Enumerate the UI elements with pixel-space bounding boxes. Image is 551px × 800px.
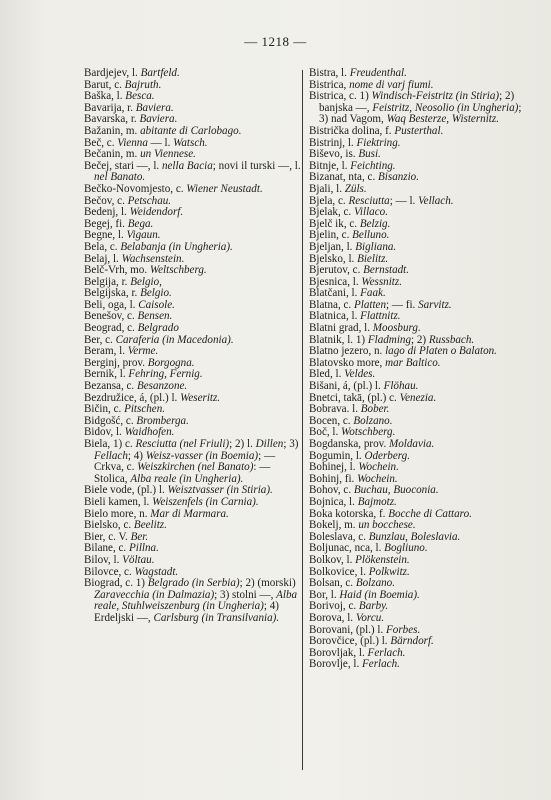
dictionary-entry bbox=[84, 161, 306, 184]
entry-headword: ; novi il turski —, l. bbox=[212, 159, 301, 172]
entry-translation: Moldavia. bbox=[389, 438, 435, 450]
entry-headword: Bedenj, l. bbox=[84, 206, 130, 219]
entry-translation: Belgio. bbox=[140, 287, 172, 300]
entry-translation: Dillen bbox=[255, 438, 284, 450]
entry-translation: lago di Platen o Balaton. bbox=[385, 345, 497, 358]
entry-translation: Weseritz. bbox=[180, 391, 221, 404]
dictionary-entry bbox=[309, 659, 531, 671]
entry-headword: ; 2) (morski) bbox=[239, 577, 296, 590]
entry-headword: Bogumin, l. bbox=[309, 449, 365, 462]
entry-translation: Wessnitz. bbox=[361, 275, 402, 288]
entry-headword: ; 4) bbox=[127, 449, 146, 462]
entry-headword: — l. bbox=[147, 136, 174, 149]
entry-translation: Bisanzio. bbox=[378, 171, 420, 184]
entry-translation: Pillna. bbox=[128, 542, 159, 555]
entry-translation: Russbach. bbox=[428, 333, 475, 346]
entry-translation: Plökenstein. bbox=[355, 553, 410, 566]
entry-headword: Bieli kamen, l. bbox=[84, 495, 153, 508]
entry-headword: Bogdanska, prov. bbox=[309, 438, 390, 450]
entry-translation: Besanzone. bbox=[136, 380, 188, 393]
entry-headword: Biševo, is. bbox=[309, 148, 359, 161]
entry-headword: Bažanin, m. bbox=[84, 124, 141, 137]
entry-translation: Moosburg. bbox=[372, 322, 421, 335]
entry-headword: Bilane, c. bbox=[84, 542, 129, 555]
entry-translation: Feistritz, Neosolio (in Ungheria) bbox=[372, 101, 519, 114]
entry-translation: Bega. bbox=[127, 217, 154, 230]
entry-headword: Boleslava, c. bbox=[309, 530, 369, 543]
entry-headword: Bjelin, c. bbox=[309, 229, 353, 242]
entry-translation: Feichting. bbox=[350, 159, 396, 172]
entry-translation: Bärndorf. bbox=[390, 635, 434, 648]
entry-translation: Caisole. bbox=[138, 298, 175, 311]
entry-headword: Bokelj, m. bbox=[309, 519, 359, 532]
entry-translation: Bielitz. bbox=[357, 252, 389, 265]
entry-headword: Borovčice, (pl.) l. bbox=[309, 635, 391, 648]
dictionary-entry bbox=[309, 91, 531, 126]
right-column bbox=[309, 68, 531, 671]
entry-translation: abitante di Carlobago. bbox=[140, 124, 242, 137]
entry-headword: Bavarija, r. bbox=[84, 101, 136, 114]
entry-headword: Bečanin, m. bbox=[84, 148, 141, 161]
entry-translation: Bolzano. bbox=[355, 577, 395, 590]
entry-translation: Fehring, Fernig. bbox=[128, 368, 203, 381]
entry-translation: Bajmotz. bbox=[357, 495, 397, 508]
entry-headword: Bilov, l. bbox=[84, 553, 123, 566]
entry-headword: Bielo more, n. bbox=[84, 507, 151, 520]
entry-headword: ; 3) stolni —, bbox=[214, 588, 277, 601]
entry-headword: Beč, c. bbox=[84, 136, 118, 149]
entry-translation: Vorcu. bbox=[355, 611, 385, 624]
entry-headword: Belaj, l. bbox=[84, 252, 122, 265]
entry-headword: Bardjejev, l. bbox=[84, 67, 141, 79]
entry-translation: Wiener Neustadt. bbox=[186, 182, 263, 195]
entry-headword: Bolkov, l. bbox=[309, 553, 356, 566]
entry-headword: Bečov, c. bbox=[84, 194, 128, 207]
entry-translation: Buchau, Buoconia. bbox=[353, 484, 439, 497]
entry-translation: Bensen. bbox=[137, 310, 173, 323]
entry-headword: Bolsan, c. bbox=[309, 577, 356, 590]
entry-headword: Bidov, l. bbox=[84, 426, 125, 439]
entry-headword: Boč, l. bbox=[309, 426, 342, 439]
entry-headword: Bistrička dolina, f. bbox=[309, 124, 395, 137]
column-divider bbox=[302, 70, 303, 770]
dictionary-entry bbox=[84, 439, 306, 485]
entry-translation: Platten bbox=[353, 298, 387, 311]
entry-translation: Oderberg. bbox=[364, 449, 410, 462]
entry-headword: : — Stolica, bbox=[94, 461, 271, 485]
entry-headword: ; — fi. bbox=[386, 298, 419, 311]
entry-headword: Borovani, (pl.) l. bbox=[309, 623, 387, 636]
entry-translation: Resciutta bbox=[348, 194, 390, 207]
entry-translation: Baviera. bbox=[135, 101, 174, 114]
entry-translation: Belabanja (in Ungheria). bbox=[120, 240, 233, 253]
entry-translation: Resciutta (nel Friuli) bbox=[135, 438, 230, 450]
entry-headword: Bohinej, l. bbox=[309, 461, 359, 474]
entry-headword: Bjali, l. bbox=[309, 182, 345, 195]
entry-translation: Waidhofen. bbox=[124, 426, 175, 439]
entry-translation: Bober. bbox=[360, 403, 390, 416]
entry-headword: ; — Crkva, c. bbox=[94, 449, 276, 474]
entry-headword: Bolkovice, l. bbox=[309, 565, 369, 578]
entry-headword: Benešov, c. bbox=[84, 310, 138, 323]
entry-headword: Bnetci, takā, (pl.) c. bbox=[309, 391, 400, 404]
entry-translation: Watsch. bbox=[173, 136, 208, 149]
entry-translation: Völtau. bbox=[122, 553, 155, 566]
entry-headword: Begej, fi. bbox=[84, 217, 128, 230]
entry-translation: Villaco. bbox=[353, 206, 388, 219]
entry-translation: Bajruth. bbox=[124, 78, 162, 91]
entry-translation: Pitschen. bbox=[124, 403, 166, 416]
entry-headword: Bitnje, l. bbox=[309, 159, 351, 172]
entry-headword: Beram, l. bbox=[84, 345, 128, 358]
entry-translation: Polkwitz. bbox=[368, 565, 410, 578]
entry-headword: Berginj, prov. bbox=[84, 356, 148, 369]
entry-headword: Borovlje, l. bbox=[309, 658, 362, 671]
entry-translation: Forbes. bbox=[386, 623, 421, 636]
entry-translation: Sarvitz. bbox=[418, 298, 452, 311]
entry-translation: Weisz-vasser (in Boemia) bbox=[145, 449, 259, 462]
entry-headword: Bjesnica, l. bbox=[309, 275, 362, 288]
entry-headword: Bohinj, fi. bbox=[309, 472, 358, 485]
entry-headword: Bezdružice, á, (pl.) l. bbox=[84, 391, 181, 404]
entry-translation: Flattnitz. bbox=[360, 310, 401, 323]
entry-translation: Freudenthal. bbox=[349, 67, 407, 79]
entry-headword: ; 4) Erdeljski —, bbox=[94, 600, 279, 624]
entry-translation: Belluno. bbox=[352, 229, 390, 242]
entry-headword: Borovljak, l. bbox=[309, 646, 368, 659]
entry-headword: Blatno jezero, n. bbox=[309, 345, 386, 358]
entry-headword: Bezansa, c. bbox=[84, 380, 137, 393]
entry-translation: Bromberga. bbox=[136, 414, 189, 427]
entry-headword: Belgijska, r. bbox=[84, 287, 141, 300]
entry-headword: Biograd, c. 1) bbox=[84, 577, 148, 590]
entry-translation: Caraferia (in Macedonia). bbox=[115, 333, 234, 346]
entry-translation: Mar di Marmara. bbox=[150, 507, 229, 520]
entry-headword: Boljunac, nca, l. bbox=[309, 542, 385, 555]
entry-translation: Wagstadt. bbox=[134, 565, 179, 578]
entry-translation: Waq Besterze, Wisternitz. bbox=[386, 113, 499, 126]
entry-headword: Blatčani, l. bbox=[309, 287, 361, 300]
entry-headword: Ber, c. bbox=[84, 333, 116, 346]
entry-translation: Fladming bbox=[367, 333, 411, 346]
entry-translation: un bocchese. bbox=[358, 519, 416, 532]
entry-headword: Bidgošć, c. bbox=[84, 414, 137, 427]
entry-headword: Bistrica, bbox=[309, 78, 350, 91]
entry-translation: Barby. bbox=[358, 600, 389, 613]
entry-translation: Beelitz. bbox=[133, 519, 167, 532]
entry-translation: Verme. bbox=[127, 345, 159, 358]
entry-translation: Besca. bbox=[125, 90, 155, 103]
entry-headword: Bistra, l. bbox=[309, 67, 350, 79]
entry-headword: ; 2) bbox=[411, 333, 429, 346]
entry-translation: Bolzano. bbox=[353, 414, 393, 427]
entry-headword: Bjelak, c. bbox=[309, 206, 354, 219]
entry-translation: Bigliana. bbox=[355, 240, 397, 253]
entry-translation: Petschau. bbox=[127, 194, 172, 207]
entry-headword: Bjelsko, l. bbox=[309, 252, 358, 265]
entry-translation: Alba reale (in Ungheria). bbox=[130, 472, 244, 485]
entry-headword: Bjeljan, l. bbox=[309, 240, 356, 253]
entry-translation: Vienna bbox=[117, 136, 148, 149]
entry-translation: Wochein. bbox=[358, 461, 399, 474]
entry-translation: Wachsenstein. bbox=[121, 252, 185, 265]
entry-headword: Bjela, c. bbox=[309, 194, 349, 207]
entry-translation: Wochein. bbox=[357, 472, 398, 485]
entry-headword: Biela, 1) c. bbox=[84, 438, 136, 450]
entry-translation: Belgio, bbox=[130, 275, 162, 288]
entry-headword: Biele vode, (pl.) l. bbox=[84, 484, 168, 497]
entry-translation: Belgrado (in Serbia) bbox=[147, 577, 240, 590]
entry-headword: Bistrinj, l. bbox=[309, 136, 357, 149]
entry-translation: Züls. bbox=[344, 182, 367, 195]
entry-translation: nel Banato. bbox=[94, 171, 146, 184]
entry-translation: Fiektring. bbox=[356, 136, 401, 149]
entry-translation: Weisztvasser (in Stiria). bbox=[167, 484, 273, 497]
entry-headword: Bernik, l. bbox=[84, 368, 129, 381]
entry-translation: Belgrado bbox=[137, 322, 179, 335]
entry-translation: Bogliuno. bbox=[384, 542, 428, 555]
entry-translation: Veldes. bbox=[344, 368, 376, 381]
entry-translation: nella Bacia bbox=[161, 159, 213, 172]
entry-headword: Blatna, c. bbox=[309, 298, 354, 311]
entry-translation: Borgogna. bbox=[147, 356, 195, 369]
entry-headword: Bjerutov, c. bbox=[309, 264, 364, 277]
entry-translation: nome di varj fiumi. bbox=[349, 78, 434, 91]
entry-headword: ; 3) nad Vagom, bbox=[319, 101, 522, 126]
entry-headword: Borivoj, c. bbox=[309, 600, 359, 613]
entry-headword: Bor, l. bbox=[309, 588, 340, 601]
entry-headword: Beograd, c. bbox=[84, 322, 138, 335]
entry-translation: Ber. bbox=[130, 530, 149, 543]
entry-headword: ; — l. bbox=[389, 194, 419, 207]
page-number: — 1218 — bbox=[244, 34, 307, 49]
entry-translation: Carlsburg (in Transilvania). bbox=[153, 611, 280, 624]
entry-translation: Bartfeld. bbox=[140, 67, 180, 79]
left-column bbox=[84, 68, 306, 625]
entry-headword: ; 3) bbox=[283, 438, 299, 450]
entry-translation: Weiszenfels (in Carnia). bbox=[152, 495, 259, 508]
entry-translation: Busi. bbox=[358, 148, 381, 161]
entry-translation: Weltschberg. bbox=[149, 264, 207, 277]
entry-translation: Faak. bbox=[360, 287, 386, 300]
entry-headword: Bišani, á, (pl.) l. bbox=[309, 380, 384, 393]
entry-translation: mar Baltico. bbox=[385, 356, 441, 369]
entry-headword: Beli, oga, l. bbox=[84, 298, 139, 311]
entry-headword: Baška, l. bbox=[84, 90, 126, 103]
entry-headword: Bavarska, r. bbox=[84, 113, 140, 126]
entry-headword: Blatovsko more, bbox=[309, 356, 386, 369]
entry-headword: ; 2) banjska —, bbox=[319, 90, 515, 114]
entry-translation: Vigaun. bbox=[126, 229, 161, 242]
entry-translation: Baviera. bbox=[139, 113, 178, 126]
entry-translation: Alba reale, Stuhlweiszenburg (in Ungheria) bbox=[94, 588, 298, 613]
entry-translation: Haid (in Boemia). bbox=[339, 588, 420, 601]
entry-translation: Vellach. bbox=[418, 194, 454, 207]
entry-headword: Bled, l. bbox=[309, 368, 345, 381]
entry-translation: Pusterthal. bbox=[394, 124, 444, 137]
entry-headword: Belgija, r. bbox=[84, 275, 131, 288]
entry-translation: un Viennese. bbox=[140, 148, 196, 161]
entry-headword: Blatnik, l. 1) bbox=[309, 333, 368, 346]
entry-headword: Bizanat, nta, c. bbox=[309, 171, 379, 184]
entry-headword: Bjelč ik, c. bbox=[309, 217, 360, 230]
entry-headword: Bilovce, c. bbox=[84, 565, 135, 578]
entry-headword: Bohov, c. bbox=[309, 484, 354, 497]
entry-headword: Bečko-Novomjesto, c. bbox=[84, 182, 187, 195]
entry-translation: Bocche di Cattaro. bbox=[388, 507, 472, 520]
entry-headword: Blatni grad, l. bbox=[309, 322, 373, 335]
entry-headword: Belč-Vrh, mo. bbox=[84, 264, 150, 277]
entry-translation: Fellach bbox=[94, 449, 128, 462]
entry-headword: Blatnica, l. bbox=[309, 310, 361, 323]
entry-headword: Bobrava. l. bbox=[309, 403, 361, 416]
entry-headword: Borova, l. bbox=[309, 611, 356, 624]
entry-translation: Venezia. bbox=[399, 391, 437, 404]
entry-translation: Flöhau. bbox=[383, 380, 419, 393]
entry-translation: Zaravecchia (in Dalmazia) bbox=[94, 588, 215, 601]
entry-headword: Bielsko, c. bbox=[84, 519, 134, 532]
entry-translation: Wotschberg. bbox=[341, 426, 396, 439]
entry-headword: Bečej, stari —, l. bbox=[84, 159, 162, 172]
entry-headword: Bier, c. V. bbox=[84, 530, 131, 543]
entry-translation: Weiszkirchen (nel Banato) bbox=[137, 461, 254, 474]
entry-translation: Belzig. bbox=[359, 217, 391, 230]
entry-headword: Bistrica, c. 1) bbox=[309, 90, 372, 103]
entry-headword: Bela, c. bbox=[84, 240, 121, 253]
entry-translation: Ferlach. bbox=[367, 646, 406, 659]
entry-headword: Bičin, c. bbox=[84, 403, 125, 416]
entry-headword: Boka kotorska, f. bbox=[309, 507, 389, 520]
entry-translation: Bunzlau, Boleslavia. bbox=[368, 530, 461, 543]
entry-headword: Barut, c. bbox=[84, 78, 125, 91]
entry-translation: Ferlach. bbox=[362, 658, 400, 671]
entry-translation: Windisch-Feistritz (in Stiria) bbox=[371, 90, 500, 103]
entry-headword: Bojnica, l. bbox=[309, 495, 358, 508]
entry-headword: Begne, l. bbox=[84, 229, 127, 242]
entry-headword: Bocen, c. bbox=[309, 414, 354, 427]
dictionary-entry bbox=[84, 578, 306, 624]
entry-translation: Weidendorf. bbox=[129, 206, 184, 219]
entry-headword: ; 2) l. bbox=[229, 438, 256, 450]
entry-translation: Bernstadt. bbox=[363, 264, 410, 277]
